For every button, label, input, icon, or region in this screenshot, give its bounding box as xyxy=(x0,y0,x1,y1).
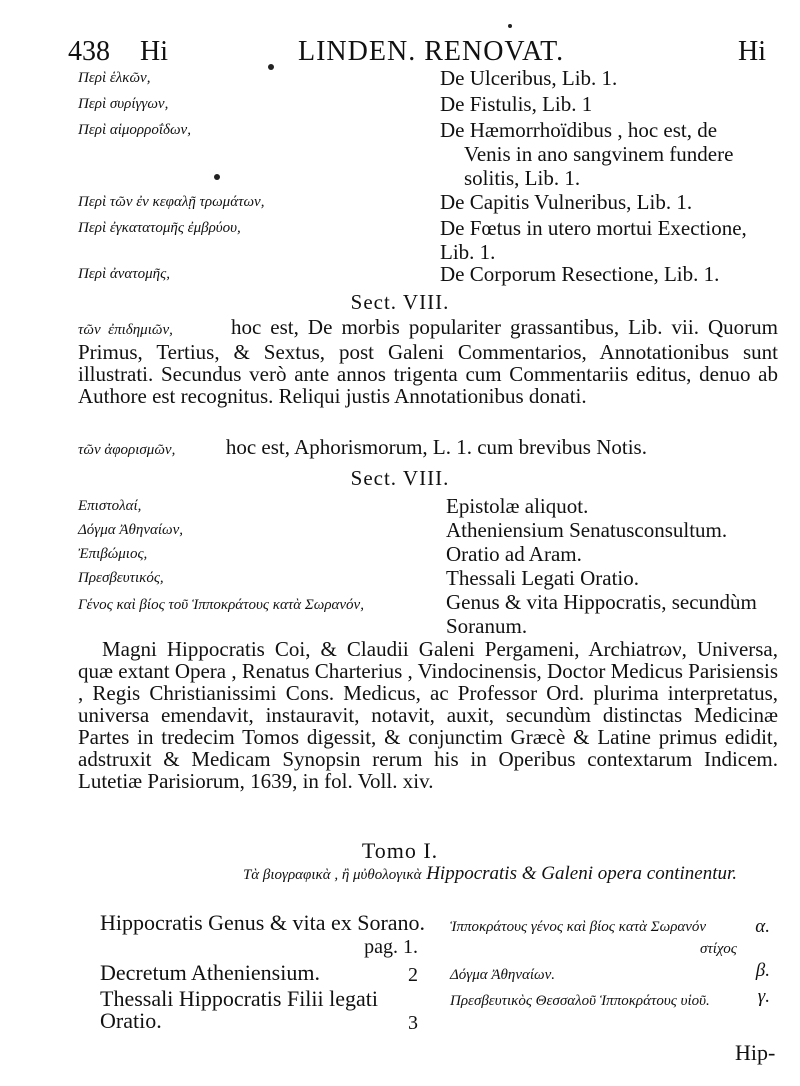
tomo-entry-greek-cont: στίχος xyxy=(700,941,737,957)
tomo-heading: Tomo I. xyxy=(361,838,439,863)
tomo-subtitle xyxy=(210,862,770,887)
tomo-entry-mark: β. xyxy=(755,960,770,981)
latin-title xyxy=(440,216,780,264)
tomo-entry-greek xyxy=(450,916,780,960)
latin-title-continuation: Venis in ano sangvinem fundere solitis, Lib. 1. xyxy=(464,142,734,190)
latin-title: Oratio ad Aram. xyxy=(446,542,582,566)
tomo-entry-greek xyxy=(450,986,780,1012)
tomo-entry-greek-text: Πρεσβευτικὸς Θεσσαλοῦ Ἱπποκράτους υἱοῦ. xyxy=(450,993,710,1009)
epidemics-entry xyxy=(78,316,778,407)
latin-title: De Capitis Vulneribus, Lib. 1. xyxy=(440,190,693,214)
greek-title: τῶν ἀφορισμῶν, xyxy=(78,442,176,458)
greek-title: Επιστολαί, xyxy=(78,498,142,514)
latin-title: De Fistulis, Lib. 1 xyxy=(440,92,593,116)
running-head-left-word: Hi xyxy=(140,36,168,67)
tomo-entry-greek-text: Ἱπποκράτους γένος καὶ βίος κατὰ Σωρανόν xyxy=(450,919,707,935)
tomo-entry-page: 2 xyxy=(408,964,418,986)
tomo-entry-page: pag. 1. xyxy=(364,936,418,958)
tomo-entry-mark: α. xyxy=(755,916,770,937)
tomo-entry-latin: Decretum Atheniensium. xyxy=(100,960,320,985)
tomo-entry-latin: Thessali Hippocratis Filii legati Oratio. xyxy=(100,986,379,1033)
latin-title: Atheniensium Senatusconsultum. xyxy=(446,518,728,542)
greek-title: Πρεσβευτικός, xyxy=(78,570,164,586)
edition-paragraph xyxy=(78,638,778,792)
tomo-subtitle-latin: Hippocratis & Galeni opera continentur. xyxy=(426,863,738,884)
latin-title: De Corporum Resectione, Lib. 1. xyxy=(440,262,720,286)
latin-title: Thessali Legati Oratio. xyxy=(446,566,640,590)
aphorisms-text: hoc est, Aphorismorum, L. 1. cum brevibus Notis. xyxy=(225,435,647,459)
tomo-entry-latin: Hippocratis Genus & vita ex Sorano. xyxy=(100,910,426,935)
tomo-entry xyxy=(100,962,430,984)
greek-title: Δόγμα Ἀθηναίων, xyxy=(78,522,184,538)
greek-title: Περὶ συρίγγων, xyxy=(78,96,169,112)
greek-title: Περὶ ἐγκατατομῆς ἐμβρύου, xyxy=(78,220,241,236)
ink-blot xyxy=(214,174,220,180)
tomo-entry-mark: γ. xyxy=(757,986,770,1007)
epidemics-text: hoc est, De morbis populariter grassantibus, Lib. vii. Quorum Primus, Tertius, & Sextus, post Galeni Commentarios, Annotationibus sunt illustrati. Secundus verò ante annos trigenta cum Commentariis editus, denuo ab Authore est recognitus. Reliqui justis Annotationibus donati. xyxy=(78,315,779,408)
running-head-title: LINDEN. RENOVAT. xyxy=(298,36,565,67)
edition-text: Magni Hippocratis Coi, & Claudii Galeni Pergameni, Archiatrων, Universa, quæ extant Opera , Renatus Charterius , Vindocinensis, Doctor Medicus Parisiensis , Regis Christianissimi Cons. Medicus, ac Professor Ord. plurima interpretatus, universa emendavit, instauravit, notavit, auxit, secundùm distinctas Medicinæ Partes in tredecim Tomos digessit, & conjunctim Græcè & Latine primus edidit, adstruxit & Medicam Synopsin rerum his in Operibus contextarum Indicem. Lutetiæ Parisiorum, 1639, in fol. Voll. xiv. xyxy=(78,637,778,793)
tomo-entry-page: 3 xyxy=(408,1012,418,1034)
running-head xyxy=(0,30,800,70)
greek-title: Περὶ ἑλκῶν, xyxy=(78,70,151,86)
latin-title xyxy=(440,118,780,190)
greek-title: Ἐπιβώμιος, xyxy=(78,546,148,562)
greek-title: Περὶ ἀνατομῆς, xyxy=(78,266,170,282)
ink-blot xyxy=(508,24,512,28)
latin-title-line: De Fœtus in utero mortui Exectione, Lib. 1. xyxy=(440,216,747,264)
tomo-entry-greek-text: Δόγμα Ἀθηναίων. xyxy=(450,967,556,983)
page-number: 438 xyxy=(68,36,110,67)
aphorisms-entry xyxy=(78,436,778,461)
greek-title: Γένος καὶ βίος τοῦ Ἱπποκράτους κατὰ Σωρανόν, xyxy=(78,597,364,613)
latin-title: De Ulceribus, Lib. 1. xyxy=(440,66,618,90)
tomo-entry xyxy=(100,910,430,958)
catchword: Hip- xyxy=(735,1040,776,1065)
tomo-entry xyxy=(100,988,430,1032)
greek-title: τῶν ἐπιδημιῶν, xyxy=(78,322,173,338)
ink-blot xyxy=(268,64,274,70)
latin-title: Genus & vita Hippocratis, secundùm Soranum. xyxy=(446,590,757,638)
running-head-right-word: Hi xyxy=(738,36,766,67)
greek-title: Περὶ τῶν ἐν κεφαλῇ τρωμάτων, xyxy=(78,194,265,210)
latin-title: Epistolæ aliquot. xyxy=(446,494,589,518)
section-heading: Sect. VIII. xyxy=(350,290,450,314)
section-heading: Sect. VIII. xyxy=(350,466,450,490)
greek-title: Περὶ αἱμορροΐδων, xyxy=(78,122,191,138)
latin-title-line: De Hæmorrhoïdibus , hoc est, de xyxy=(440,118,718,142)
tomo-entry-greek xyxy=(450,960,780,986)
tomo-subtitle-greek: Τὰ βιογραφικὰ , ἢ μὐθολογικὰ xyxy=(242,867,422,883)
